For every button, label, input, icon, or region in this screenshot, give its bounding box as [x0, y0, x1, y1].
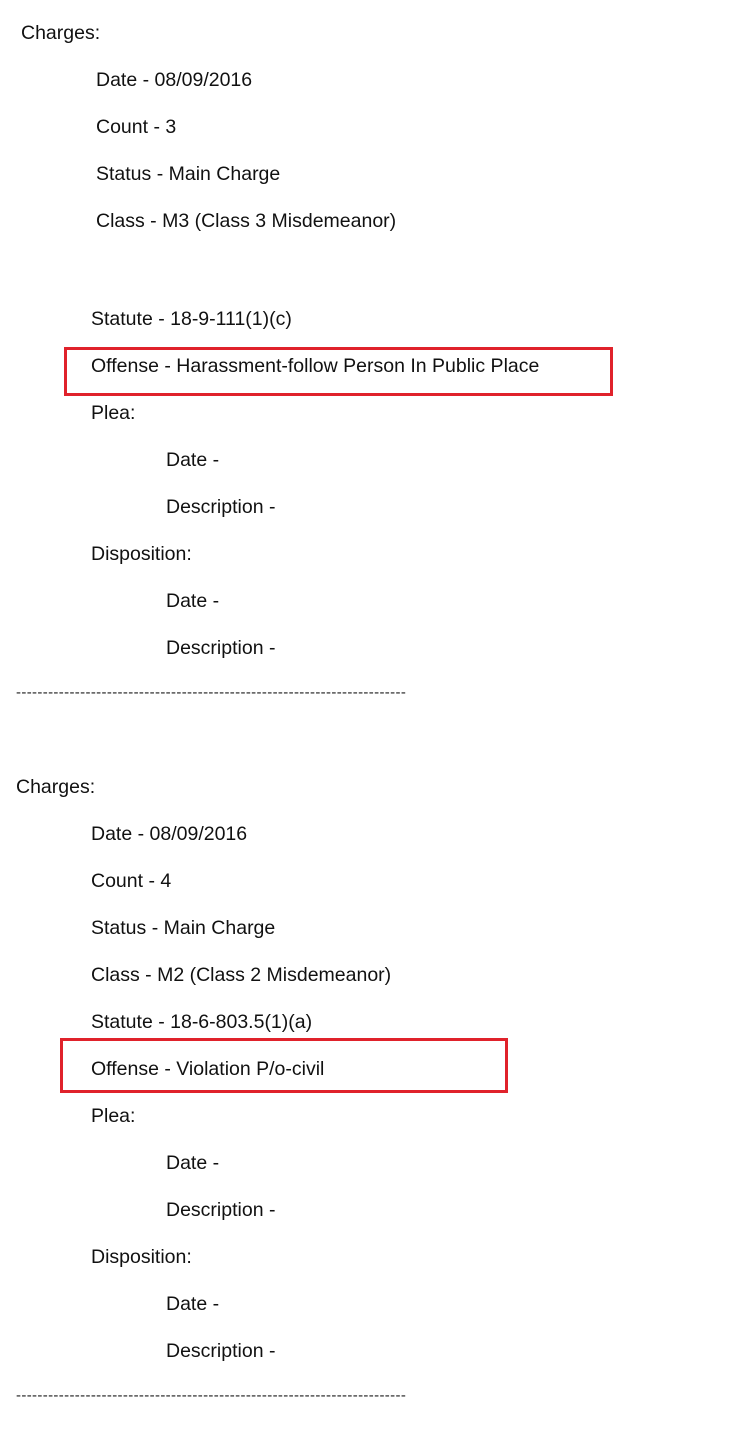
plea-date: Date - [166, 449, 220, 471]
disposition-description: Description - [166, 1340, 276, 1362]
plea-description: Description - [166, 496, 276, 518]
charge-offense: Offense - Harassment-follow Person In Public Place [91, 355, 540, 377]
charge-class: Class - M3 (Class 3 Misdemeanor) [96, 210, 397, 232]
charge-date: Date - 08/09/2016 [96, 69, 253, 91]
charge-count: Count - 4 [91, 870, 172, 892]
charge-count: Count - 3 [96, 116, 177, 138]
disposition-heading: Disposition: [91, 543, 192, 565]
disposition-date: Date - [166, 1293, 220, 1315]
charge-status: Status - Main Charge [91, 917, 276, 939]
plea-date: Date - [166, 1152, 220, 1174]
disposition-date: Date - [166, 590, 220, 612]
charges-heading: Charges: [21, 22, 101, 44]
charge-class: Class - M2 (Class 2 Misdemeanor) [91, 964, 392, 986]
record-separator: ------------------------------------------------------------------------- [16, 684, 407, 701]
charges-heading: Charges: [16, 776, 96, 798]
plea-description: Description - [166, 1199, 276, 1221]
plea-heading: Plea: [91, 1105, 136, 1127]
charge-statute: Statute - 18-6-803.5(1)(a) [91, 1011, 313, 1033]
disposition-description: Description - [166, 637, 276, 659]
charge-statute: Statute - 18-9-111(1)(c) [91, 308, 292, 330]
disposition-heading: Disposition: [91, 1246, 192, 1268]
charge-date: Date - 08/09/2016 [91, 823, 248, 845]
record-separator: ------------------------------------------------------------------------- [16, 1387, 407, 1404]
plea-heading: Plea: [91, 402, 136, 424]
charge-status: Status - Main Charge [96, 163, 281, 185]
charge-offense: Offense - Violation P/o-civil [91, 1058, 325, 1080]
